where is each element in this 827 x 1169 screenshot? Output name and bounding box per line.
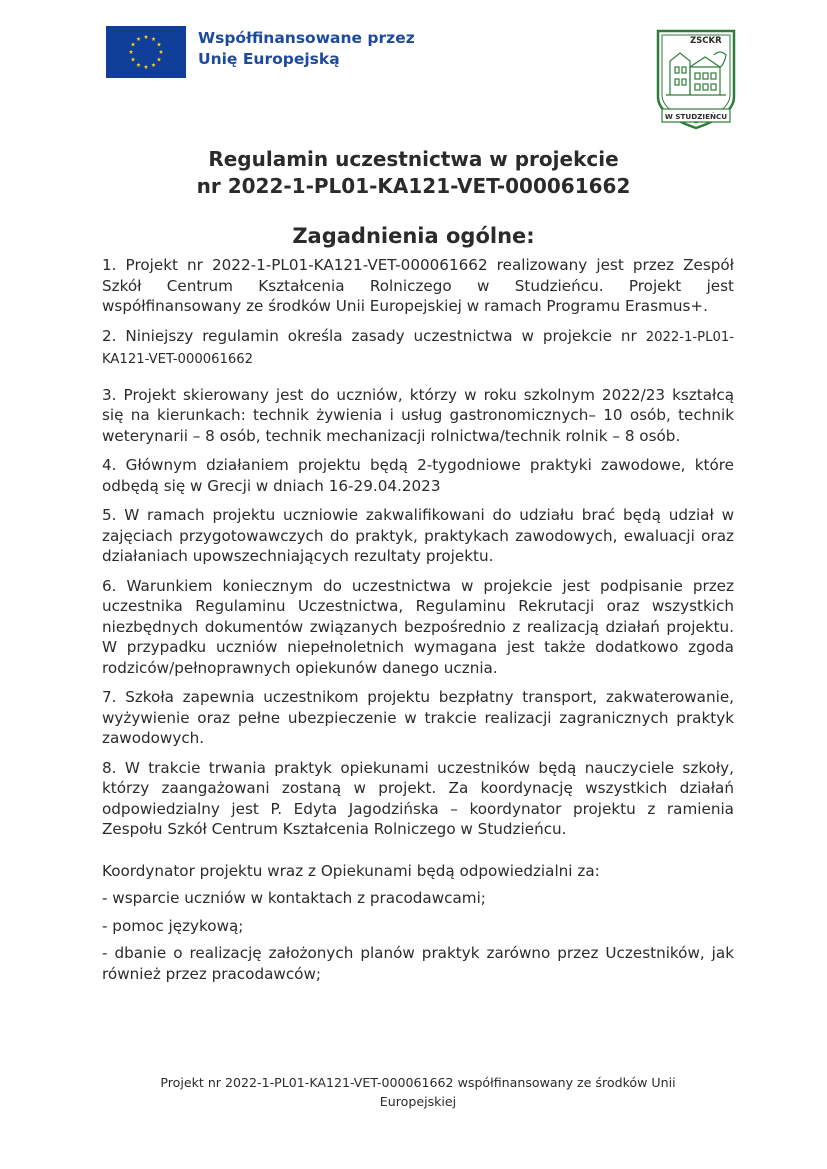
responsibility-item: - pomoc językową; (102, 916, 244, 935)
paragraph-7: 7. Szkoła zapewnia uczestnikom projektu bezpłatny transport, zakwaterowanie, wyżywienie oraz pełne ubezpieczenie w trakcie realizacji zagranicznych praktyk zawodowych. (102, 688, 734, 747)
eu-stars-icon (106, 26, 186, 78)
page-footer (102, 1073, 734, 1111)
document-title (0, 146, 827, 200)
footer-line2: Europejskiej (379, 1094, 457, 1109)
eu-cofinance-text (198, 28, 415, 70)
eu-flag-logo (106, 26, 186, 78)
paragraph-3: 3. Projekt skierowany jest do uczniów, którzy w roku szkolnym 2022/23 kształcą się na kierunkach: technik żywienia i usług gastronomicznych– 10 osób, technik weterynarii – 8 osób, technik mechanizacji rolnictwa/technik rolnik – 8 osób. (102, 385, 734, 445)
paragraph-2 (102, 326, 734, 371)
paragraph-8: 8. W trakcie trwania praktyk opiekunami uczestników będą nauczyciele szkoły, którzy zaangażowani zostaną w projekt. Za koordynację wszystkich działań odpowiedzialny jest P. Edyta Jagodzińska – koordynator projektu z ramienia Zespołu Szkół Centrum Kształcenia Rolniczego w Studzieńcu. (102, 758, 734, 838)
eu-text-line2: Unię Europejską (198, 50, 340, 68)
footer-line1: Projekt nr 2022-1-PL01-KA121-VET-000061662 współfinansowany ze środków Unii (160, 1075, 676, 1090)
crest-top-label: ZSCKR (690, 36, 722, 46)
paragraph-2-text: 2. Niniejszy regulamin określa zasady uczestnictwa w projekcie nr (102, 326, 646, 345)
eu-text-line1: Współfinansowane przez (198, 29, 415, 47)
title-line1: Regulamin uczestnictwa w projekcie (208, 147, 619, 171)
crest-bottom-label: W STUDZIEŃCU (664, 112, 728, 121)
paragraph-5: 5. W ramach projektu uczniowie zakwalifikowani do udziału brać będą udział w zajęciach przygotowawczych do praktyk, praktykach zawodowych, ewaluacji oraz działaniach upowszechniających rezultaty projektu. (102, 506, 734, 565)
section-heading: Zagadnienia ogólne: (292, 224, 535, 248)
paragraph-1: 1. Projekt nr 2022-1-PL01-KA121-VET-000061662 realizowany jest przez Zespół Szkół Centrum Kształcenia Rolniczego w Studzieńcu. Projekt jest współfinansowany ze środków Unii Europejskiej w ramach Programu Erasmus+. (102, 256, 734, 315)
coordinator-intro: Koordynator projektu wraz z Opiekunami będą odpowiedzialni za: (102, 861, 600, 880)
title-line2: nr 2022-1-PL01-KA121-VET-000061662 (196, 174, 631, 198)
paragraph-6: 6. Warunkiem koniecznym do uczestnictwa w projekcie jest podpisanie przez uczestnika Regulaminu Uczestnictwa, Regulaminu Rekrutacji oraz wszystkich niezbędnych dokumentów związanych bezpośrednio z realizacją działań projektu. W przypadku uczniów niepełnoletnich wymagana jest także dodatkowo zgoda rodziców/pełnoprawnych opiekunów danego ucznia. (102, 576, 734, 677)
responsibility-item: - wsparcie uczniów w kontaktach z pracodawcami; (102, 889, 486, 907)
paragraph-4: 4. Głównym działaniem projektu będą 2-tygodniowe praktyki zawodowe, które odbędą się w Grecji w dniach 16-29.04.2023 (102, 456, 734, 495)
paragraph-2-project-number: 2022-1-PL01-KA121-VET-000061662 (102, 329, 734, 367)
document-body (102, 255, 734, 991)
responsibility-item: - dbanie o realizację założonych planów praktyk zarówno przez Uczestników, jak również przez pracodawców; (102, 944, 734, 983)
